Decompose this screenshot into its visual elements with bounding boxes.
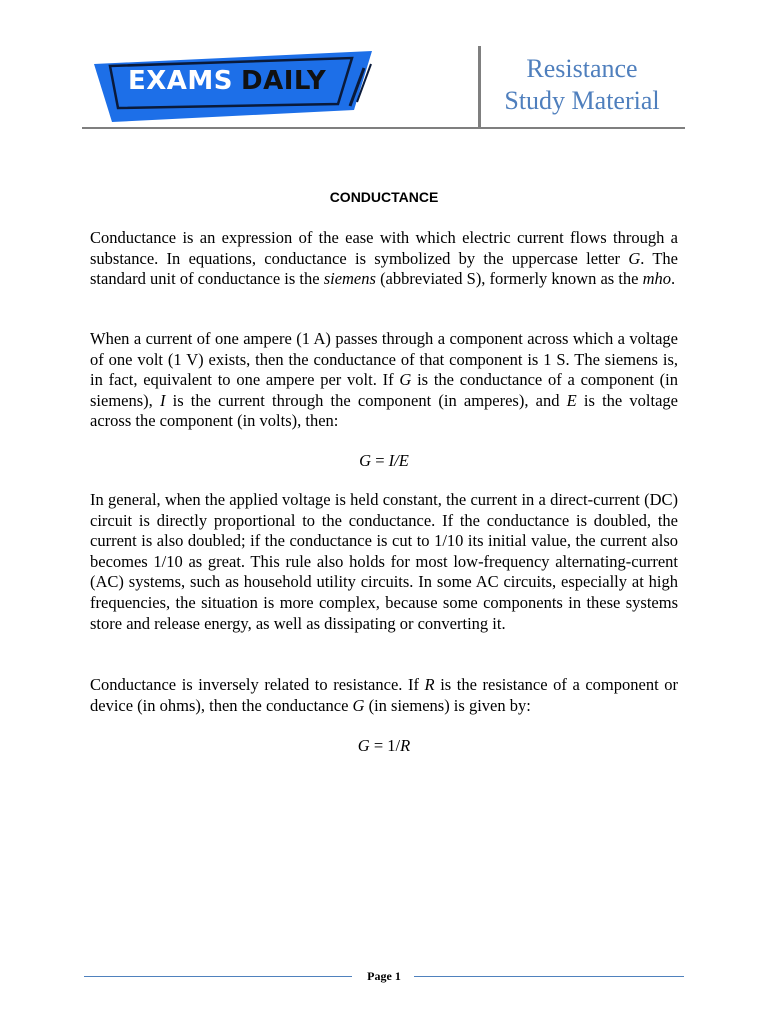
footer-line-right (414, 976, 684, 977)
symbol-g: G (359, 451, 372, 470)
text-run: When a current of one ampere (1 A) passes through a component across which a voltage of one volt (1 V) exists, then the conductance of that component is 1 S. The siemens is, in fact, equivalent to one ampere per volt. If (90, 329, 678, 390)
paragraph-1 (90, 228, 678, 290)
symbol-r: R (424, 675, 435, 694)
paragraph-4 (90, 675, 678, 716)
text-run: is the resistance of a component or device (in ohms), then the conductance (90, 675, 678, 715)
symbol-i: I (159, 390, 166, 410)
text-run: is the conductance of a component (in siemens), (90, 370, 678, 410)
text-run: / (394, 451, 399, 470)
symbol-e: E (566, 390, 577, 410)
text-run: . (671, 269, 676, 289)
text-run: (in siemens) is given by: (364, 695, 531, 715)
symbol-g: G (628, 248, 641, 268)
paragraph-3: In general, when the applied voltage is held constant, the current in a direct-current (DC) circuit is directly proportional to the conductance. If the conductance is doubled, the current is also doubled; if the conductance is cut to 1/10 its initial value, the current also becomes 1/10 as great. This rule also holds for most low-frequency alternating-current (AC) systems, such as household utility circuits. In some AC circuits, especially at high frequencies, the situation is more complex, because some components in these systems store and release energy, as well as dissipating or converting it. (90, 490, 678, 633)
text-run: Conductance is an expression of the ease with which electric current flows through a substance. In equations, conductance is symbolized by the uppercase letter (90, 228, 678, 268)
text-run: is the voltage across the component (in volts), then: (90, 390, 678, 431)
header-divider-horizontal (82, 127, 685, 129)
text-run: . The standard unit of conductance is the (90, 248, 679, 289)
text-run: (abbreviated S), formerly known as the (375, 269, 643, 289)
paragraph-2 (90, 329, 678, 432)
header-divider-vertical (478, 46, 481, 128)
logo (88, 46, 378, 124)
symbol-g: G (357, 736, 370, 755)
text-run: = 1/ (369, 736, 401, 755)
text-run: Conductance is inversely related to resistance. If (90, 675, 425, 694)
logo-word-exams: EXAMS (128, 66, 234, 96)
term-siemens: siemens (323, 269, 376, 289)
logo-word-daily: DAILY (241, 66, 327, 96)
logo-wordmark (128, 68, 326, 94)
page-number: Page 1 (367, 969, 401, 983)
symbol-g: G (399, 370, 412, 390)
symbol-r: R (400, 736, 411, 755)
symbol-i: I (388, 451, 395, 470)
document-title-line2: Study Material (504, 86, 660, 115)
term-mho: mho (642, 269, 672, 289)
text-run: = (371, 451, 389, 470)
text-run: is the current through the component (in amperes), and (165, 390, 567, 410)
symbol-e: E (398, 451, 409, 470)
document-title-line1: Resistance (526, 54, 638, 83)
symbol-g: G (352, 695, 365, 715)
equation-g-equals-one-over-r (90, 736, 678, 756)
footer-line-left (84, 976, 352, 977)
equation-g-equals-i-over-e (90, 451, 678, 471)
document-title (484, 53, 680, 117)
section-heading: CONDUCTANCE (329, 189, 439, 205)
